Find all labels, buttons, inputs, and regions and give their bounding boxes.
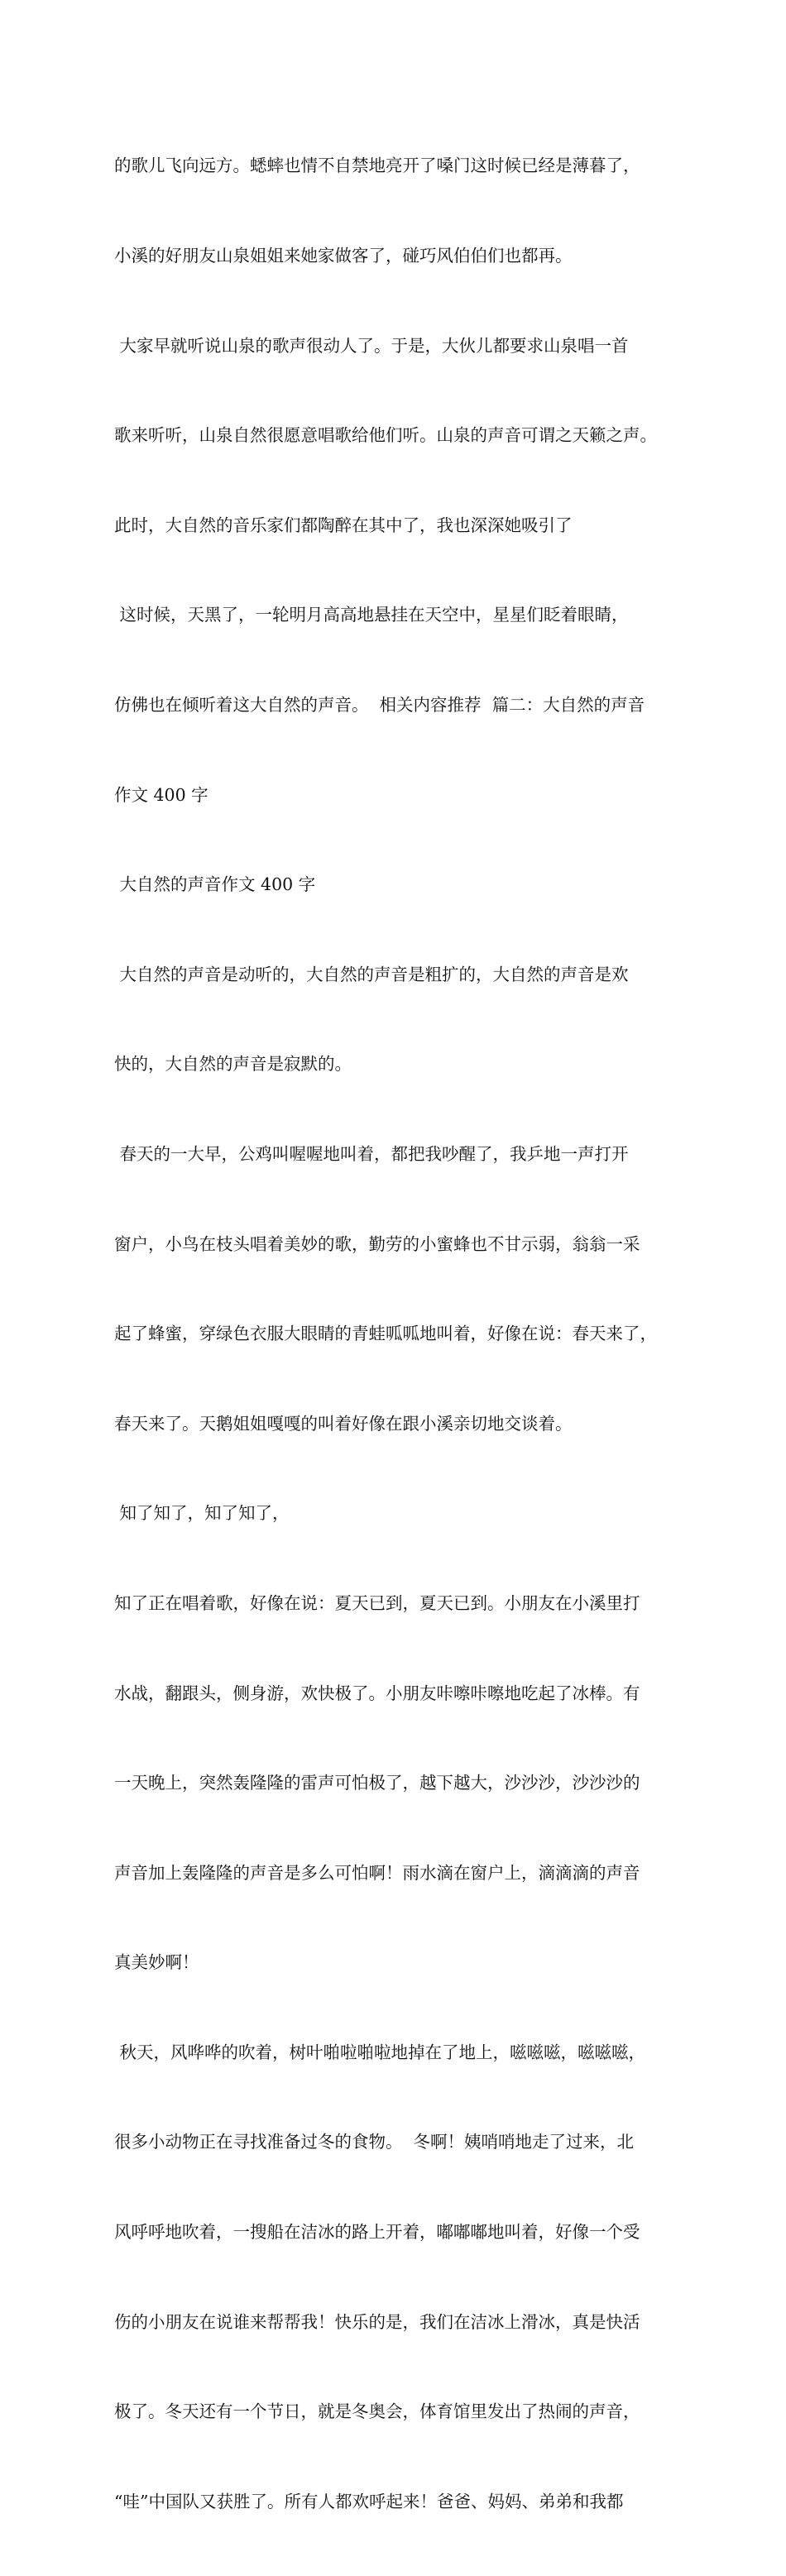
essay-text [114, 91, 693, 2576]
text-line: 声音加上轰隆隆的声音是多么可怕啊！雨水滴在窗户上，滴滴滴的声音 [114, 1862, 640, 1883]
text-line: 起了蜂蜜，穿绿色衣服大眼睛的青蛙呱呱地叫着，好像在说：春天来了， [114, 1324, 657, 1344]
text-line: 歌来听听，山泉自然很愿意唱歌给他们听。山泉的声音可谓之天籁之声。 [114, 425, 657, 446]
text-line: 伤的小朋友在说谁来帮帮我！快乐的是，我们在洁冰上滑冰，真是快活 [114, 2311, 640, 2332]
text-line: 极了。冬天还有一个节日，就是冬奥会，体育馆里发出了热闹的声音， [114, 2401, 640, 2422]
text-line: 知了正在唱着歌，好像在说：夏天已到，夏天已到。小朋友在小溪里打 [114, 1592, 640, 1613]
text-line: 春天的一大早，公鸡叫喔喔地叫着，都把我吵醒了，我乒地一声打开 [114, 1143, 629, 1164]
text-line: 知了知了，知了知了， [114, 1503, 290, 1524]
text-line: 此时，大自然的音乐家们都陶醉在其中了，我也深深她吸引了 [114, 515, 573, 535]
text-line: 窗户，小鸟在枝头唱着美妙的歌，勤劳的小蜜蜂也不甘示弱，翁翁一采 [114, 1233, 640, 1254]
text-line: 小溪的好朋友山泉姐姐来她家做客了，碰巧风伯伯们也都再。 [114, 246, 573, 266]
text-line: 春天来了。天鹅姐姐嘎嘎的叫着好像在跟小溪亲切地交谈着。 [114, 1413, 573, 1434]
text-line: 这时候，天黑了，一轮明月高高地悬挂在天空中，星星们眨着眼睛， [114, 605, 629, 625]
text-line: 的歌儿飞向远方。蟋蟀也情不自禁地亮开了嗓门这时候已经是薄暮了， [114, 156, 640, 176]
text-line: 大家早就听说山泉的歌声很动人了。于是，大伙儿都要求山泉唱一首 [114, 335, 629, 356]
text-line: 快的，大自然的声音是寂默的。 [114, 1054, 352, 1075]
text-line: 大自然的声音是动听的，大自然的声音是粗扩的，大自然的声音是欢 [114, 964, 629, 984]
text-line: 水战，翻跟头，侧身游，欢快极了。小朋友咔嚓咔嚓地吃起了冰棒。有 [114, 1683, 640, 1703]
text-line: “哇”中国队又获胜了。所有人都欢呼起来！爸爸、妈妈、弟弟和我都 [114, 2491, 624, 2511]
section-title: 大自然的声音作文 400 字 [114, 874, 316, 895]
text-line: 一天晚上，突然轰隆隆的雷声可怕极了，越下越大，沙沙沙，沙沙沙的 [114, 1773, 640, 1793]
text-line: 秋天，风哗哗的吹着，树叶啪啦啪啦地掉在了地上，嗞嗞嗞，嗞嗞嗞， [114, 2042, 646, 2062]
text-line: 仿佛也在倾听着这大自然的声音。 相关内容推荐 篇二：大自然的声音 [114, 694, 645, 715]
text-line: 真美妙啊！ [114, 1952, 199, 1973]
text-line: 很多小动物正在寻找准备过冬的食物。 冬啊！姨哨哨地走了过来，北 [114, 2132, 635, 2152]
text-line: 作文 400 字 [114, 784, 208, 805]
text-line: 风呼呼地吹着，一搜船在洁冰的路上开着，嘟嘟嘟地叫着，好像一个受 [114, 2222, 640, 2243]
